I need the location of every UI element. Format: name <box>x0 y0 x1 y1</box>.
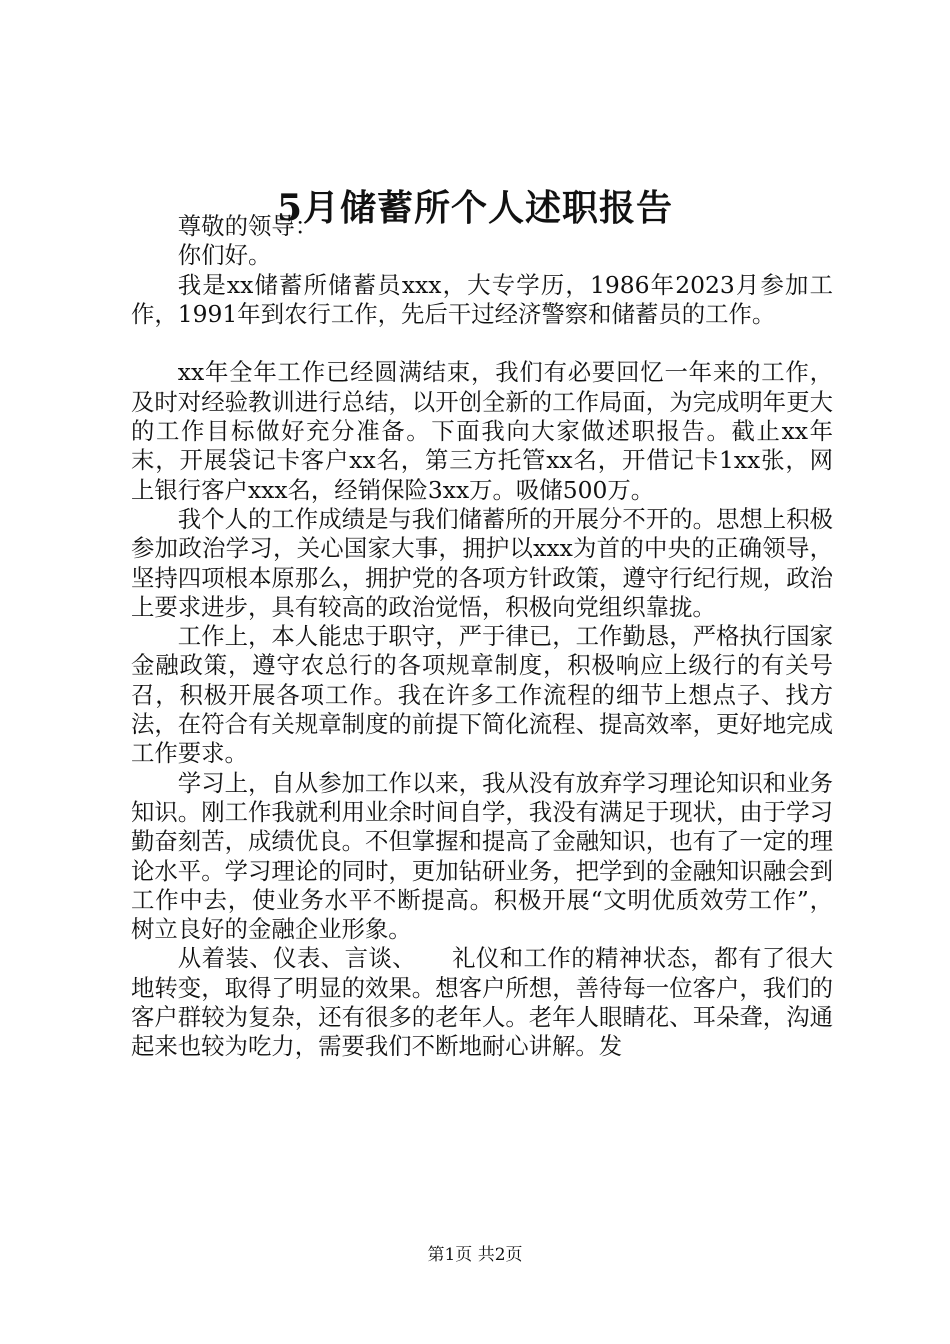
paragraph-study: 学习上，自从参加工作以来，我从没有放弃学习理论知识和业务知识。刚工作我就利用业余时间自学，我没有满足于现状，由于学习勤奋刻苦，成绩优良。不但掌握和提高了金融知识，也有了一定的理论水平。学习理论的同时，更加钻研业务，把学到的金融知识融会到工作中去，使业务水平不断提高。积极开展“文明优质效劳工作”，树立良好的金融企业形象。 <box>131 768 833 944</box>
paragraph-ideology: 我个人的工作成绩是与我们储蓄所的开展分不开的。思想上积极参加政治学习，关心国家大事，拥护以xxx为首的中央的正确领导，坚持四项根本原那么，拥护党的各项方针政策，遵守行纪行规，政治上要求进步，具有较高的政治觉悟，积极向党组织靠拢。 <box>131 504 833 621</box>
paragraph-summary: xx年全年工作已经圆满结束，我们有必要回忆一年来的工作，及时对经验教训进行总结，以开创全新的工作局面，为完成明年更大的工作目标做好充分准备。下面我向大家做述职报告。截止xx年末，开展袋记卡客户xx名，第三方托管xx名，开借记卡1xx张，网上银行客户xxx名，经销保险3xx万。吸储500万。 <box>131 358 833 504</box>
paragraph-service: 从着装、仪表、言谈、 礼仪和工作的精神状态，都有了很大地转变，取得了明显的效果。想客户所想，善待每一位客户，我们的客户群较为复杂，还有很多的老年人。老年人眼睛花、耳朵聋，沟通起来也较为吃力，需要我们不断地耐心讲解。发 <box>131 944 833 1061</box>
document-body <box>131 212 833 1062</box>
page-number: 第1页 共2页 <box>427 1245 523 1265</box>
paragraph-intro: 我是xx储蓄所储蓄员xxx，大专学历，1986年2023月参加工作，1991年到农行工作，先后干过经济警察和储蓄员的工作。 <box>131 270 833 328</box>
document-title: 5月储蓄所个人述职报告 <box>276 187 674 229</box>
salutation: 尊敬的领导： <box>177 212 319 240</box>
paragraph-work: 工作上，本人能忠于职守，严于律已，工作勤恳，严格执行国家金融政策，遵守农总行的各项规章制度，积极响应上级行的有关号召，积极开展各项工作。我在许多工作流程的细节上想点子、找方法，在符合有关规章制度的前提下简化流程、提高效率，更好地完成工作要求。 <box>131 622 833 768</box>
greeting: 你们好。 <box>177 241 272 270</box>
